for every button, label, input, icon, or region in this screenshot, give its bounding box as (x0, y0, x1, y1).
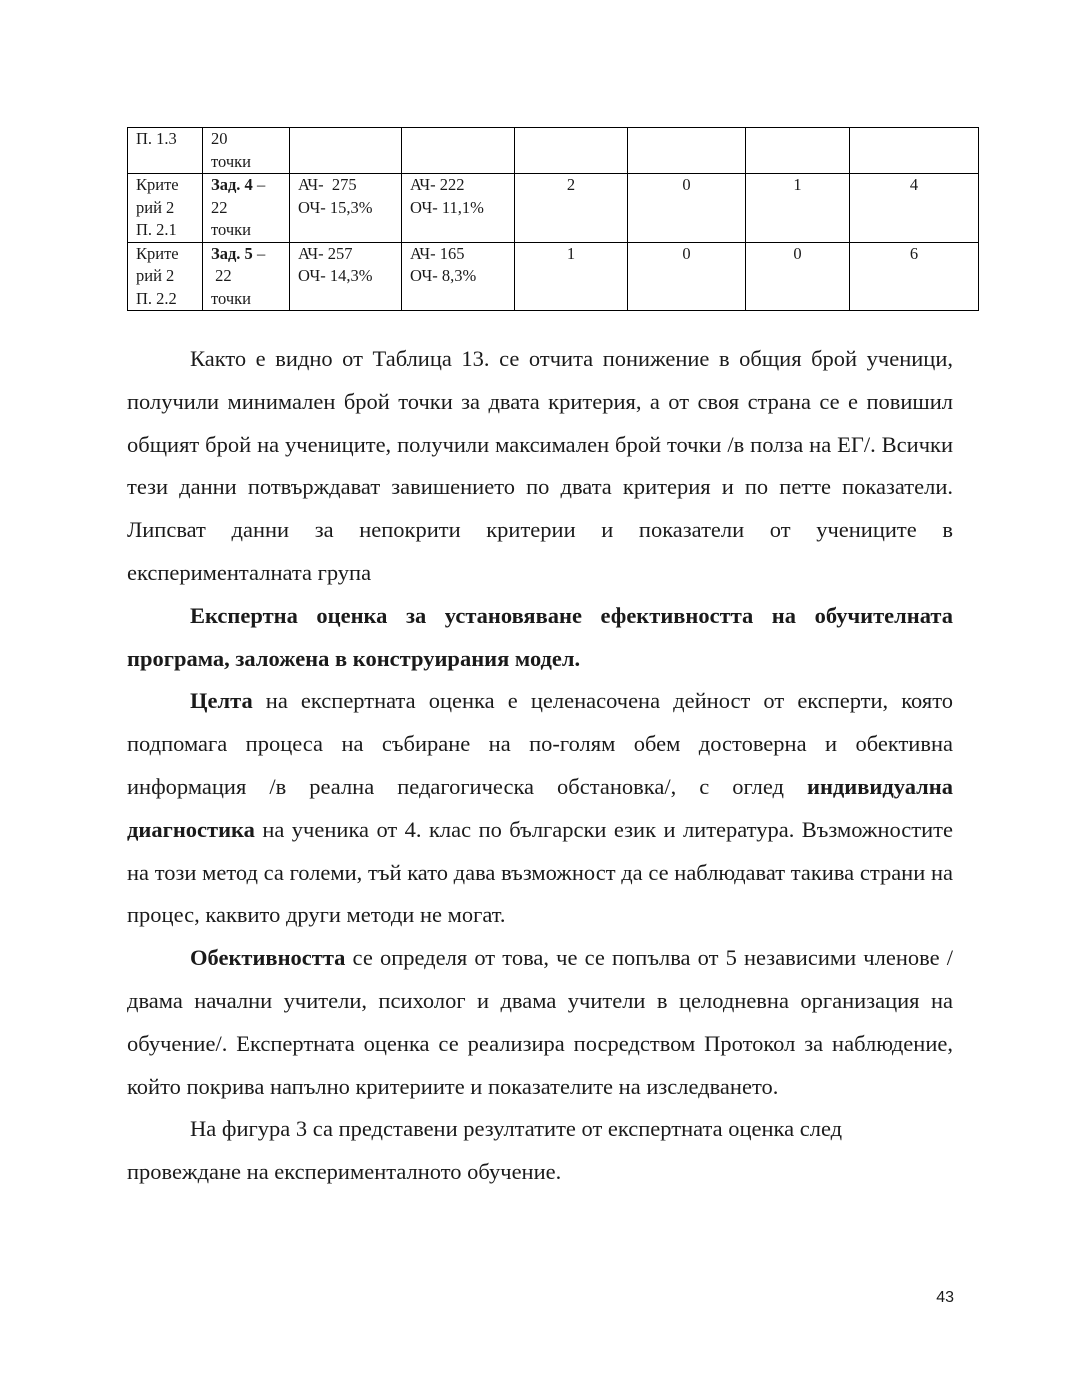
value-cell: 0 (628, 242, 746, 311)
paragraph-2: Целта на експертната оценка е целенасочена дейност от експерти, която подпомага процеса на събиране на по-голям обем достоверна и обективна информация /в реална педагогическа обстановка/, с оглед индивидуална диагностика на ученика от 4. клас по български език и литература. Възможностите на този метод са големи, тъй като дава възможност да се наблюдават такива страни на процес, каквито други методи не могат. (127, 688, 953, 928)
control-group-cell (290, 128, 402, 174)
task-cell: Зад. 4 – 22 точки (203, 174, 290, 243)
criterion-cell: П. 1.3 (128, 128, 203, 174)
bold-term: Обективността (190, 945, 346, 971)
experimental-group-cell: АЧ- 222 ОЧ- 11,1% (402, 174, 515, 243)
experimental-group-cell (402, 128, 515, 174)
table-row (128, 174, 979, 243)
task-cell: 20 точки (203, 128, 290, 174)
value-cell (515, 128, 628, 174)
criterion-cell: Крите рий 2 П. 2.2 (128, 242, 203, 311)
value-cell (850, 128, 979, 174)
paragraph-1: Както е видно от Таблица 13. се отчита понижение в общия брой ученици, получили минимален брой точки за двата критерия, а от своя страна се е повишил общият брой на учениците, получили максимален брой точки /в полза на ЕГ/. Всички тези данни потвърждават завишението по двата критерия и по петте показатели. Липсват данни за непокрити критерии и показатели от учениците в експерименталната група (127, 346, 953, 585)
page-number: 43 (936, 1289, 954, 1306)
bold-term: Целта (190, 688, 253, 714)
results-table (127, 127, 979, 311)
table-row (128, 128, 979, 174)
criterion-cell: Крите рий 2 П. 2.1 (128, 174, 203, 243)
value-cell: 4 (850, 174, 979, 243)
control-group-cell: АЧ- 257 ОЧ- 14,3% (290, 242, 402, 311)
value-cell: 0 (628, 174, 746, 243)
body-text (127, 338, 953, 1194)
paragraph-4: На фигура 3 са представени резултатите от експертната оценка след провеждане на експерименталното обучение. (127, 1116, 843, 1185)
value-cell (746, 128, 850, 174)
table-row (128, 242, 979, 311)
task-cell: Зад. 5 – 22 точки (203, 242, 290, 311)
value-cell: 1 (515, 242, 628, 311)
paragraph-3: Обективността се определя от това, че се попълва от 5 независими членове /двама начални учители, психолог и двама учители в целодневна организация на обучение/. Експертната оценка се реализира посредством Протокол за наблюдение, който покрива напълно критериите и показателите на изследването. (127, 945, 953, 1099)
control-group-cell: АЧ- 275 ОЧ- 15,3% (290, 174, 402, 243)
value-cell: 1 (746, 174, 850, 243)
experimental-group-cell: АЧ- 165 ОЧ- 8,3% (402, 242, 515, 311)
value-cell: 0 (746, 242, 850, 311)
value-cell: 2 (515, 174, 628, 243)
value-cell (628, 128, 746, 174)
bold-term: индивидуална диагностика (127, 773, 953, 842)
section-heading: Експертна оценка за установяване ефективността на обучителната програма, заложена в конструирания модел. (127, 602, 953, 671)
value-cell: 6 (850, 242, 979, 311)
